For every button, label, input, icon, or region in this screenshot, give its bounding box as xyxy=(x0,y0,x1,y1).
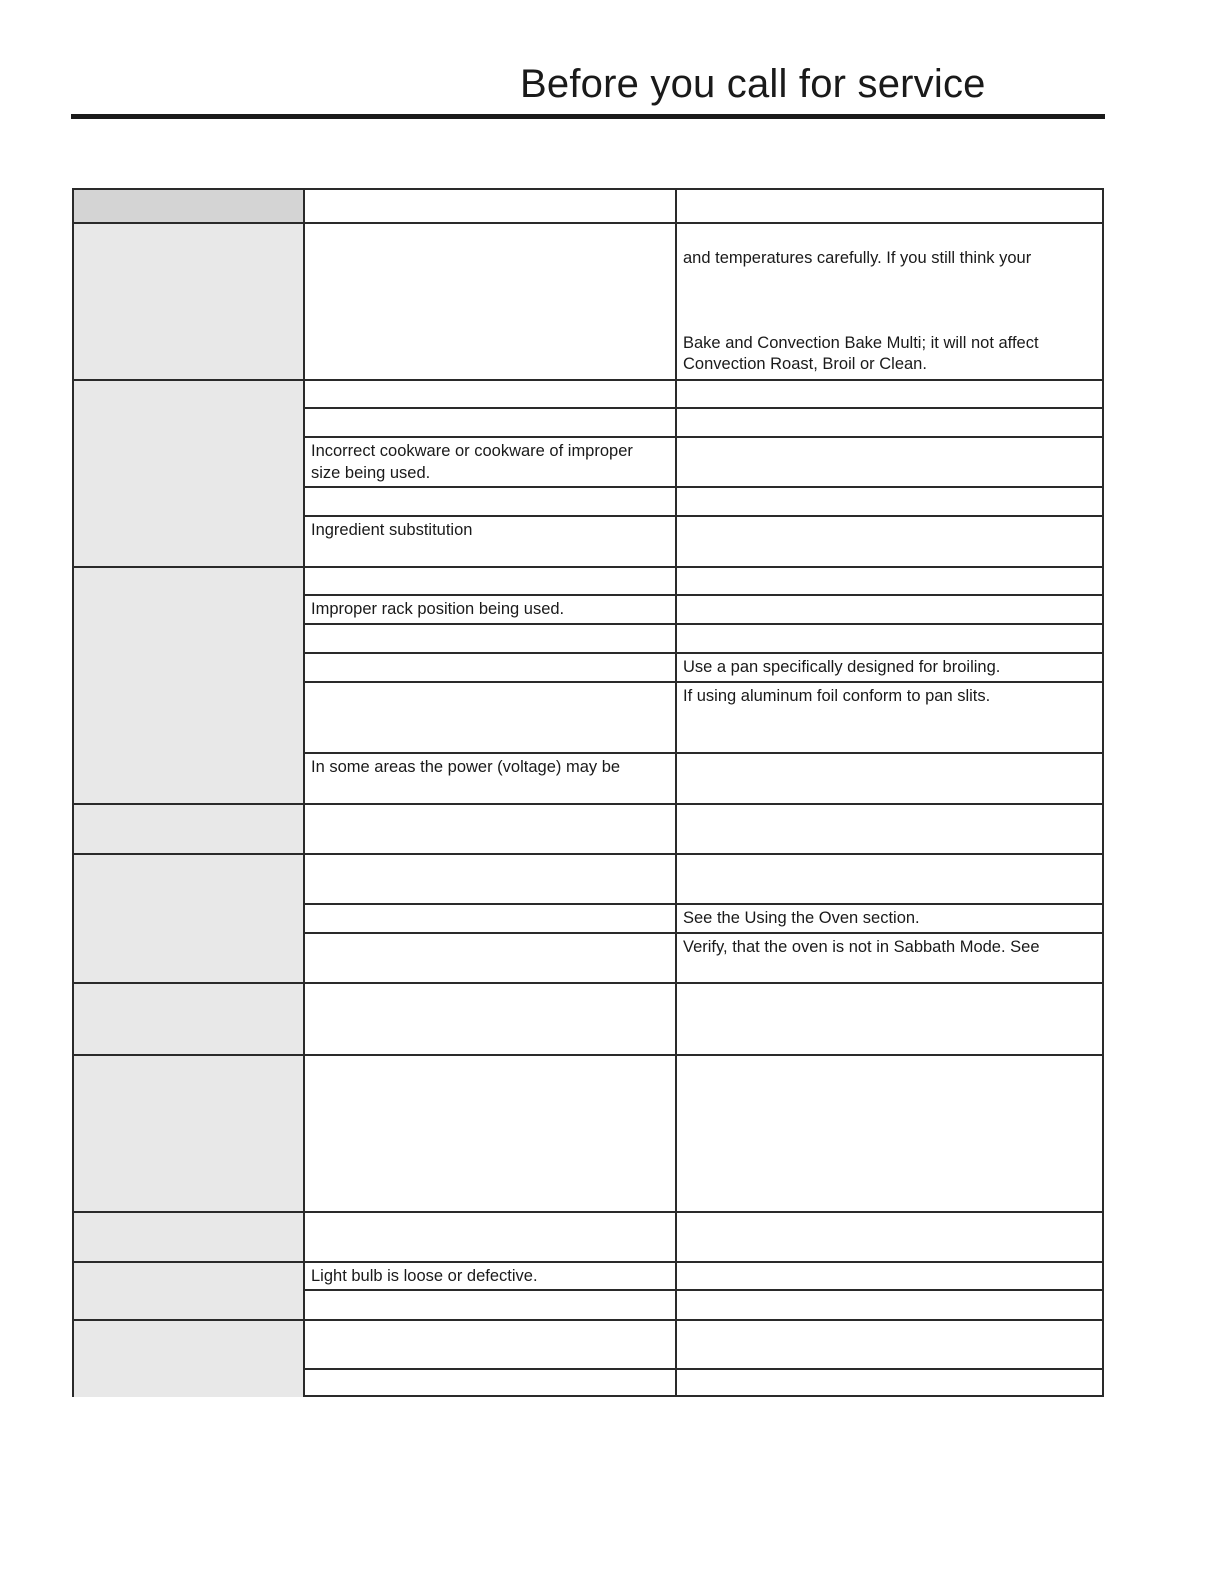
column-divider xyxy=(303,190,305,1395)
cause-text: Improper rack position being used. xyxy=(311,600,565,618)
problem-cell xyxy=(74,984,303,1054)
row-divider xyxy=(74,853,1102,855)
cause-text: size being used. xyxy=(311,464,431,482)
cause-text: In some areas the power (voltage) may be xyxy=(311,758,621,776)
row-divider xyxy=(74,1261,1102,1263)
page-title: Before you call for service xyxy=(520,62,986,106)
problem-cell xyxy=(74,381,303,566)
row-divider xyxy=(74,379,1102,381)
sub-row-divider xyxy=(303,594,1102,596)
sub-row-divider xyxy=(303,1368,1102,1370)
title-divider xyxy=(71,114,1105,119)
row-divider xyxy=(74,222,1102,224)
fix-text: If using aluminum foil conform to pan slits. xyxy=(683,687,991,705)
problem-header-cell xyxy=(74,190,303,222)
problem-cell xyxy=(74,224,303,379)
sub-row-divider xyxy=(303,486,1102,488)
sub-row-divider xyxy=(303,652,1102,654)
sub-row-divider xyxy=(303,436,1102,438)
column-divider xyxy=(675,190,677,1395)
sub-row-divider xyxy=(303,752,1102,754)
troubleshooting-table xyxy=(72,188,1104,1397)
sub-row-divider xyxy=(303,515,1102,517)
problem-cell xyxy=(74,1213,303,1261)
sub-row-divider xyxy=(303,903,1102,905)
fix-text: See the Using the Oven section. xyxy=(683,909,920,927)
fix-text: and temperatures carefully. If you still think your xyxy=(683,249,1032,267)
row-divider xyxy=(74,1319,1102,1321)
problem-cell xyxy=(74,1263,303,1319)
row-divider xyxy=(74,1054,1102,1056)
row-divider xyxy=(74,566,1102,568)
fix-text: Bake and Convection Bake Multi; it will not affect xyxy=(683,334,1039,352)
sub-row-divider xyxy=(303,932,1102,934)
problem-cell xyxy=(74,855,303,982)
sub-row-divider xyxy=(303,407,1102,409)
sub-row-divider xyxy=(303,623,1102,625)
problem-cell xyxy=(74,568,303,803)
problem-cell xyxy=(74,1321,303,1397)
problem-cell xyxy=(74,805,303,853)
fix-text: Convection Roast, Broil or Clean. xyxy=(683,355,927,373)
row-divider xyxy=(74,803,1102,805)
cause-text: Incorrect cookware or cookware of improper xyxy=(311,442,633,460)
row-divider xyxy=(74,982,1102,984)
fix-text: Verify, that the oven is not in Sabbath Mode. See xyxy=(683,938,1040,956)
cause-text: Light bulb is loose or defective. xyxy=(311,1267,538,1285)
problem-cell xyxy=(74,1056,303,1211)
row-divider xyxy=(74,1211,1102,1213)
sub-row-divider xyxy=(303,681,1102,683)
cause-text: Ingredient substitution xyxy=(311,521,473,539)
sub-row-divider xyxy=(303,1289,1102,1291)
fix-text: Use a pan specifically designed for broiling. xyxy=(683,658,1001,676)
